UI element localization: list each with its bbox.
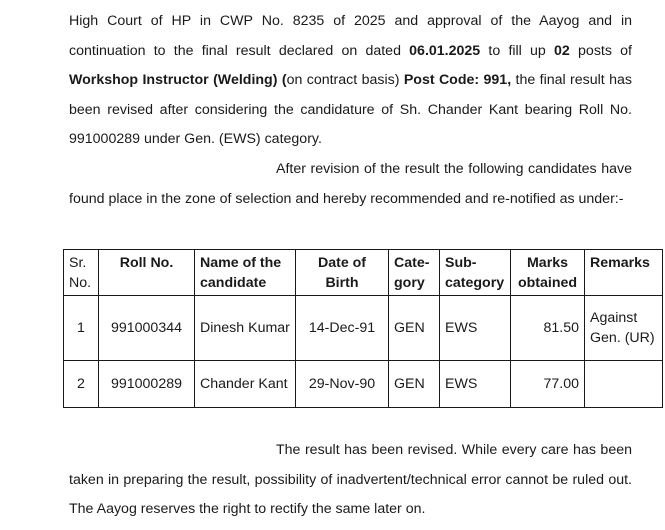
post-name: Workshop Instructor (Welding) (	[69, 72, 287, 88]
header-sr: Sr. No.	[64, 250, 99, 296]
revision-paragraph	[69, 155, 632, 214]
intro-text-posts: posts of	[569, 42, 632, 59]
cell-subcategory: EWS	[440, 296, 511, 361]
disclaimer-paragraph	[69, 436, 632, 525]
table-header-row	[64, 250, 663, 296]
table-row	[64, 296, 663, 361]
header-name: Name of the candidate	[195, 250, 296, 296]
cell-category: GEN	[389, 361, 440, 408]
cell-name: Dinesh Kumar	[195, 296, 296, 361]
cell-marks: 77.00	[511, 361, 585, 408]
cell-roll: 991000289	[99, 361, 195, 408]
results-table	[63, 249, 663, 408]
cell-category: GEN	[389, 296, 440, 361]
cell-sr: 2	[64, 361, 99, 408]
header-remarks: Remarks	[585, 250, 663, 296]
header-category: Cate- gory	[389, 250, 440, 296]
header-roll: Roll No.	[99, 250, 195, 296]
cell-sr: 1	[64, 296, 99, 361]
declared-date: 06.01.2025	[409, 42, 481, 59]
table-row	[64, 361, 663, 408]
revision-text: After revision of the result the following candidates have found place in the zone of selection and hereby recommended and re-notified as under:-	[69, 161, 632, 207]
cell-roll: 991000344	[99, 296, 195, 361]
contract-basis: on contract basis)	[286, 72, 404, 88]
cell-subcategory: EWS	[440, 361, 511, 408]
cell-dob: 14-Dec-91	[296, 296, 389, 361]
posts-count: 02	[554, 42, 570, 59]
header-marks: Marks obtained	[511, 250, 585, 296]
cell-dob: 29-Nov-90	[296, 361, 389, 408]
cell-name: Chander Kant	[195, 361, 296, 408]
post-code: Post Code: 991,	[403, 72, 512, 88]
intro-text: High Court of HP in CWP No. 8235 of 2025 and approval of the Aayog and in continuation to the final result declared on dated	[69, 13, 632, 59]
cell-remarks: Against Gen. (UR)	[585, 296, 663, 361]
intro-text-fill: to fill up	[480, 42, 555, 59]
header-subcategory: Sub- category	[440, 250, 511, 296]
intro-paragraph	[69, 7, 632, 155]
cell-remarks	[585, 361, 663, 408]
cell-marks: 81.50	[511, 296, 585, 361]
intro-text-rest: the final result has been revised after considering the candidature of Sh. Chander Kant bearing Roll No. 991000289 under Gen. (EWS) category.	[69, 72, 632, 147]
header-dob: Date of Birth	[296, 250, 389, 296]
disclaimer-text: The result has been revised. While every care has been taken in preparing the result, possibility of inadvertent/technical error cannot be ruled out. The Aayog reserves the right to rectify the same later on.	[69, 442, 632, 517]
